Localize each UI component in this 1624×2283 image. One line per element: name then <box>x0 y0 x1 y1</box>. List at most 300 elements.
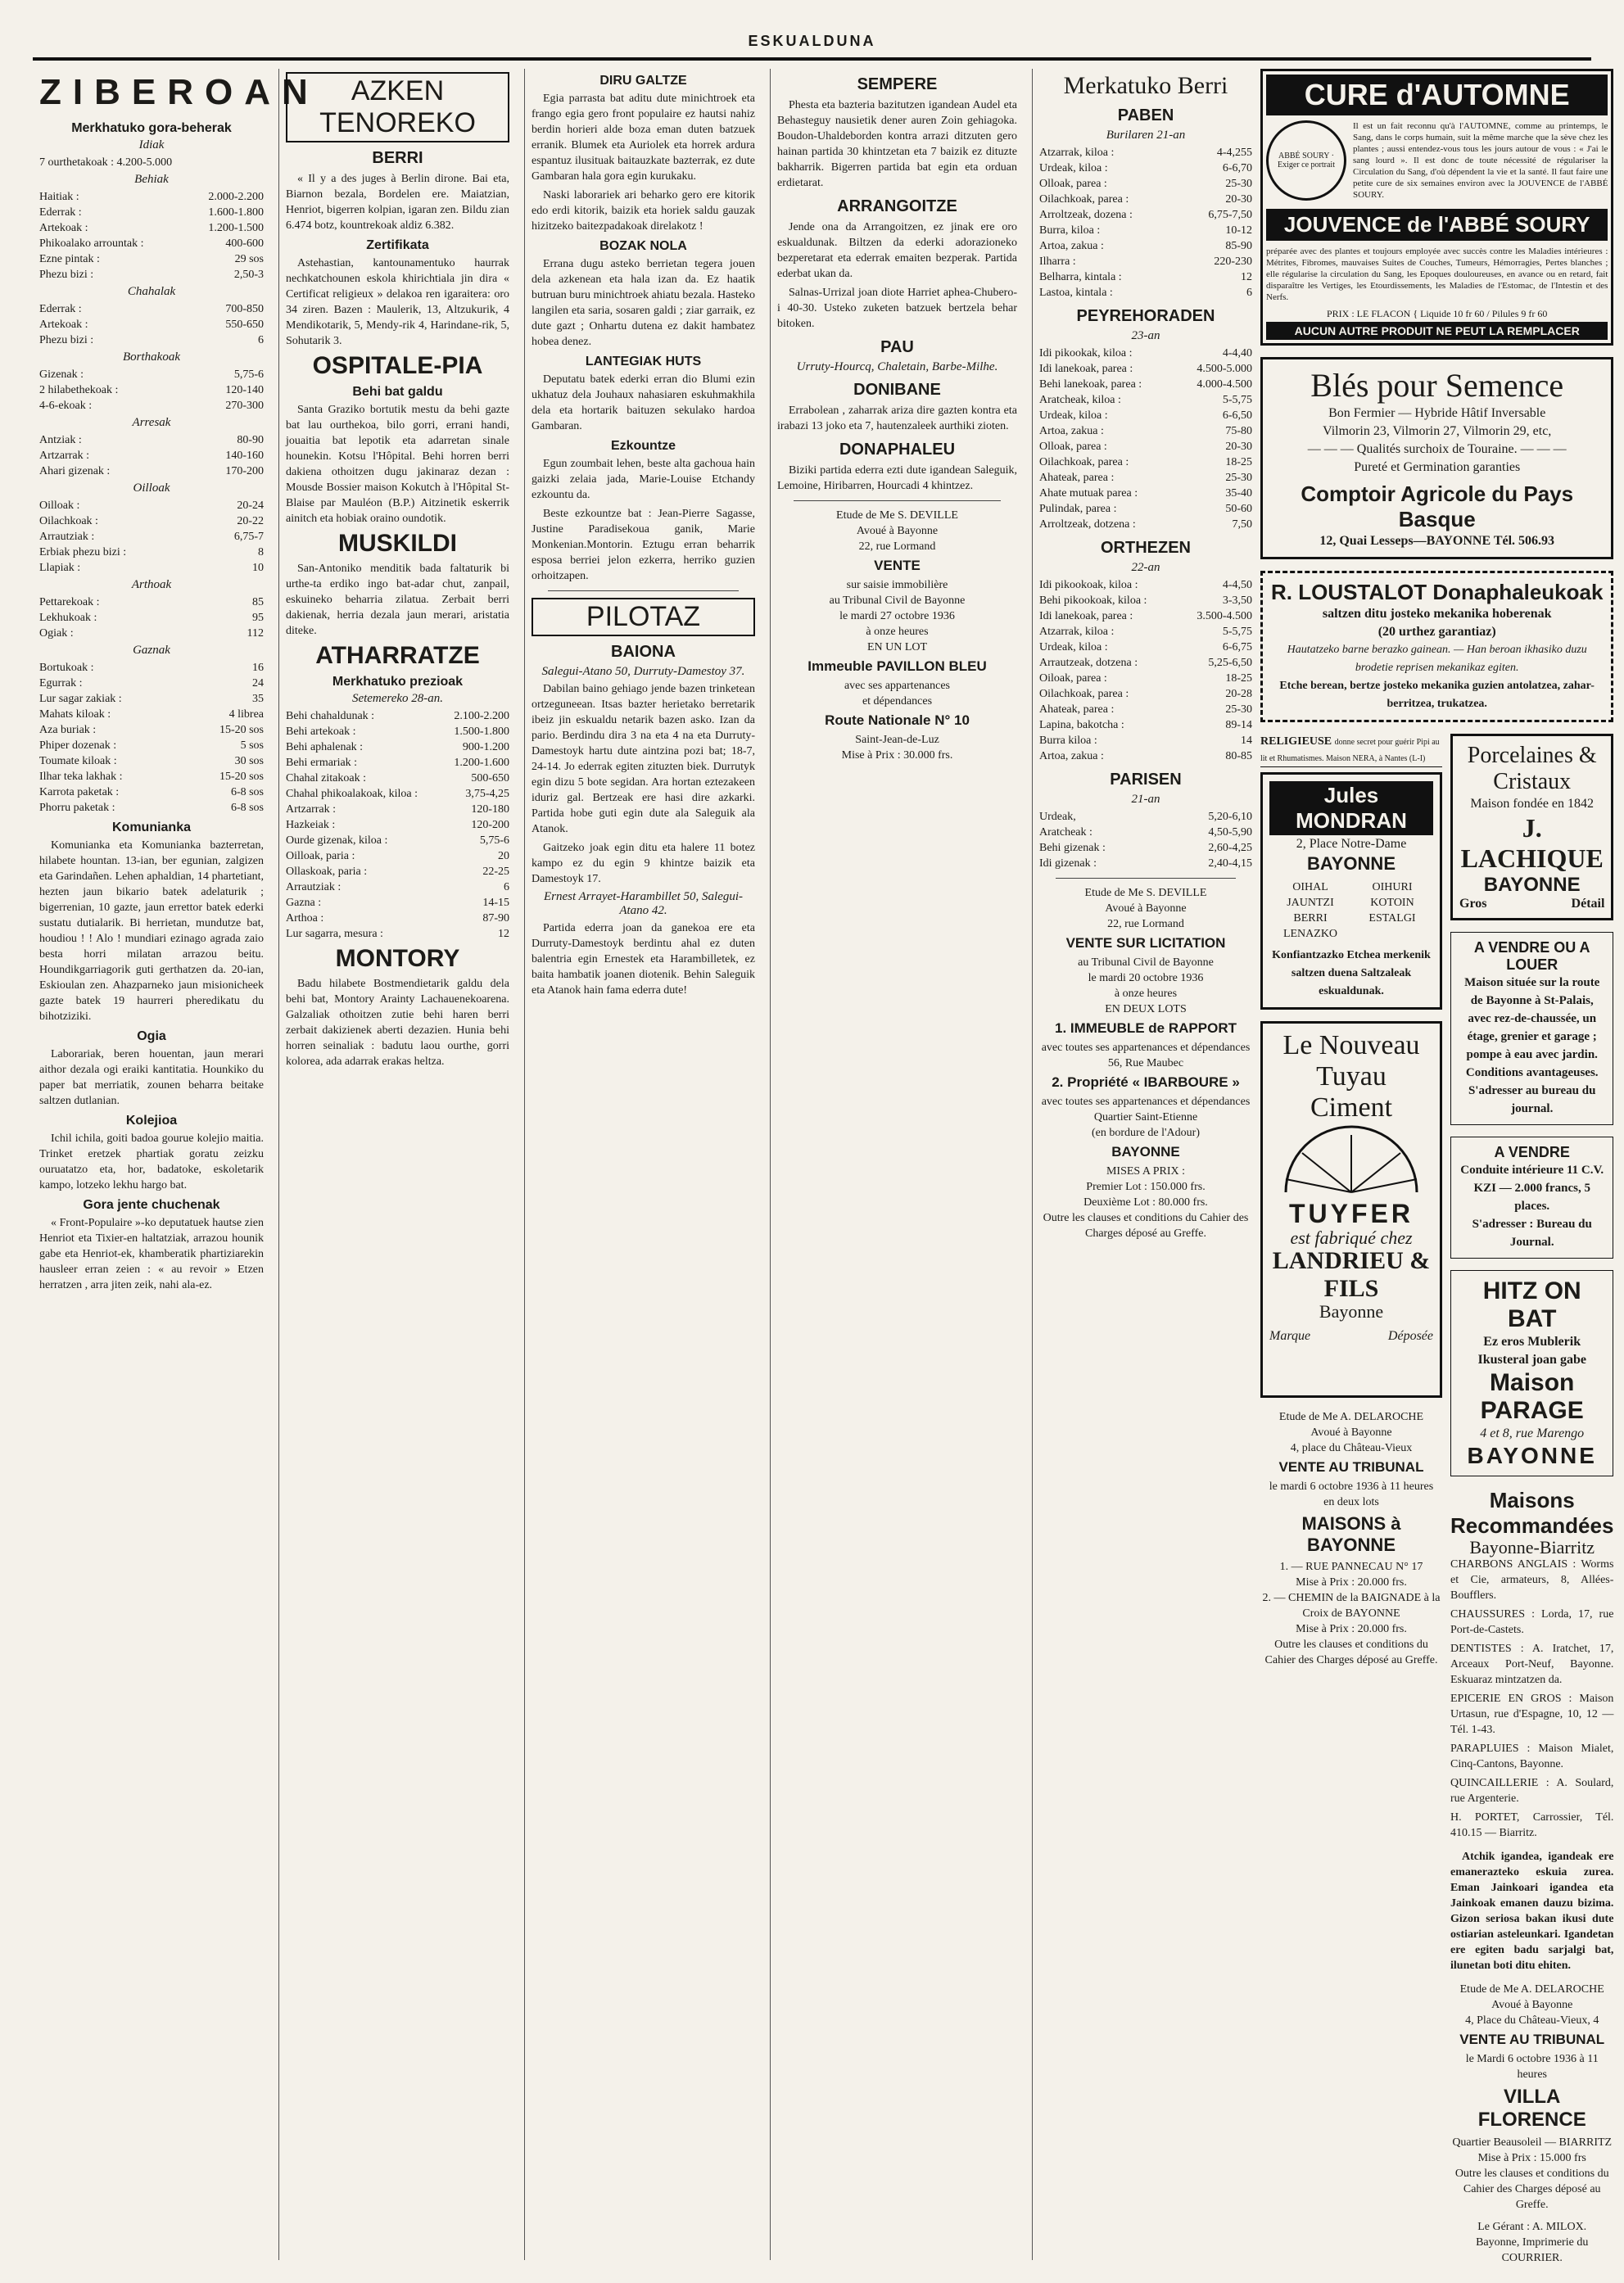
beste-text: Beste ezkountze bat : Jean-Pierre Sagasse, Justine Paradisekoua ganik, Marie Monkenian.Montorin. Eztugu erran beharrik esposa berriei jelon ezkerra, herriko guzien orhoitzapen. <box>532 508 755 582</box>
price-label: Arrautziak : <box>286 881 342 893</box>
berri-heading: BERRI <box>372 149 423 167</box>
price-value: 170-200 <box>225 465 264 477</box>
d1-r2: 2. — CHEMIN de la BAIGNADE à la Croix de BAYONNE <box>1262 1592 1441 1620</box>
ospitale-heading: OSPITALE-PIA <box>312 352 483 379</box>
price-label: Gizenak : <box>39 368 84 381</box>
ad-porcelaines <box>1450 734 1613 920</box>
borthakoak-rows <box>39 367 264 414</box>
price-row <box>1039 608 1252 624</box>
price-row <box>39 660 264 676</box>
d1-vente: VENTE AU TRIBUNAL <box>1278 1459 1424 1475</box>
price-row <box>1039 207 1252 223</box>
mondran-bayonne: BAYONNE <box>1307 853 1396 874</box>
loustalot-title: R. LOUSTALOT Donaphaleukoak <box>1270 580 1604 604</box>
paben-heading: PABEN <box>1117 106 1174 124</box>
price-value: 5,25-6,50 <box>1208 657 1252 669</box>
intro-text: « Il y a des juges à Berlin dirone. Bai eta, Biarnon bezala, Bordelen ere. Maiatzian, Henriot, bigerren kolpian, igaran zen. Bildu zian 6.474 botz, kountrekoak aldiz 6.382. <box>286 173 509 232</box>
price-label: Mahats kiloak : <box>39 708 111 721</box>
gaitzeko-text: Gaitzeko joak egin ditu eta halere 11 botez kampo ez du egin 9 khintze baizik eta Damestoyk 17. <box>532 842 755 885</box>
newspaper-page <box>33 33 1614 2264</box>
price-value: 6 <box>504 881 509 893</box>
price-value: 140-160 <box>225 450 264 462</box>
d1-outre: Outre les clauses et conditions du Cahier des Charges déposé au Greffe. <box>1264 1639 1438 1666</box>
price-value: 20-30 <box>1225 441 1252 453</box>
price-label: Ilharra : <box>1039 255 1076 268</box>
price-value: 120-200 <box>471 819 509 831</box>
price-row <box>39 267 264 283</box>
price-value: 6 <box>258 334 264 346</box>
nouveau-fab: est fabriqué chez <box>1290 1227 1413 1248</box>
hitz-maison: Maison PARAGE <box>1480 1369 1584 1424</box>
pilotaz-title: PILOTAZ <box>532 598 755 636</box>
maison-item: CHAUSSURES : Lorda, 17, rue Port-de-Castets. <box>1450 1608 1614 1636</box>
price-label: Behi pikookoak, kiloa : <box>1039 594 1147 607</box>
price-value: 14-15 <box>482 897 509 909</box>
pau-heading: PAU <box>880 338 914 356</box>
price-row <box>39 317 264 332</box>
porcelaines-title: Porcelaines & Cristaux <box>1467 743 1597 794</box>
price-label: Artekoak : <box>39 319 88 331</box>
behiak-rows <box>39 189 264 283</box>
price-row <box>1039 717 1252 733</box>
price-row <box>1039 192 1252 207</box>
mondran-right: OIHURI KOTOIN ESTALGI <box>1368 881 1416 925</box>
komunianka-text: Komunianka eta Komunianka bazterretan, hilabete hountan. 13-ian, ber egunian, zalgizen eta Garindañen. Lehen aphaldian, 14 phartetiant, hezten jaun bikario batek adelaturik ; bigerrenian, 10 gazte, jaun errettor batek ederki sustatu dutialarik. Bi herrietan, mundutze bat, houdiou ! ! Alo ! mundiari ezinago agrada zaio besta horri milatan arrazou beitu. Houndikgarriagorik guti gerthatzen da. 20-ian, Eskioulan zen. Ahazparneko jaun misionicheek gazte batek 19 haurreri pheredikatu du bihotziziki. <box>39 839 264 1023</box>
bozak-heading: BOZAK NOLA <box>599 239 687 253</box>
d2-vente: VENTE AU TRIBUNAL <box>1459 2032 1605 2047</box>
price-label: Antziak : <box>39 434 82 446</box>
price-row <box>39 545 264 560</box>
price-value: 5,75-6 <box>479 834 509 847</box>
price-label: Arrautzeak, dotzena : <box>1039 657 1138 669</box>
divider <box>1056 878 1236 879</box>
price-value: 4,50-5,90 <box>1208 826 1252 839</box>
price-value: 22-25 <box>482 866 509 878</box>
price-row <box>286 911 509 926</box>
gora-text: « Front-Populaire »-ko deputatuek hautse zien Henriot eta Tixier-en haltatziak, arrazou hounik gabe eta Henriot-ek, khamberatik phartiziarekin hausleer erran zeien : « au revoir » Etzen herratzen , arra jiten zeik, nahi ala-ez. <box>39 1217 264 1291</box>
nouveau-marque: Marque <box>1269 1329 1311 1343</box>
price-label: Idi lanekoak, parea : <box>1039 610 1133 622</box>
price-label: Ederrak : <box>39 206 82 219</box>
vendre-adresser: S'adresser au bureau du journal. <box>1468 1084 1596 1115</box>
price-value: 29 sos <box>234 253 264 265</box>
price-label: Idi pikookak, kiloa : <box>1039 347 1133 359</box>
legal1-tribunal: au Tribunal Civil de Bayonne <box>1078 956 1214 969</box>
price-value: 15-20 sos <box>219 724 264 736</box>
price-value: 2,60-4,25 <box>1208 842 1252 854</box>
azken-title: AZKEN TENOREKO <box>286 72 509 142</box>
maison-item: DENTISTES : A. Iratchet, 17, Arceaux Port-Neuf, Bayonne. Eskuaraz mintzatzen da. <box>1450 1643 1614 1686</box>
pau-text: Urruty-Hourcq, Chaletain, Barbe-Milhe. <box>796 360 998 373</box>
vendre2-text: Conduite intérieure 11 C.V. KZI — 2.000 francs, 5 places. <box>1460 1164 1604 1213</box>
d1-etude: Etude de Me A. DELAROCHE <box>1278 1411 1424 1423</box>
saint-text: Salnas-Urrizal joan diote Harriet aphea-Chubero-i 40-30. Usteko zuketen batzuek bertzela behar bitoken. <box>777 287 1017 330</box>
price-label: Gazna : <box>286 897 322 909</box>
price-value: 25-30 <box>1225 703 1252 716</box>
price-row <box>39 626 264 641</box>
bles-l2: Vilmorin 23, Vilmorin 27, Vilmorin 29, etc, <box>1323 424 1552 438</box>
bozak-text: Errana dugu asteko berrietan tegera jouen dela azkenean eta hala izan da. Ez haatik butruan buru minichtroek ahiatu bezala. Hasteko langilen eta saria, sosaren galdi ; ziar garraik, ez dute gazt ; Onhartu dutena ez dakit hambatez hobea denez. <box>532 258 755 348</box>
legal-notice-deville-saisie <box>777 508 1017 763</box>
imprimerie: Bayonne, Imprimerie du COURRIER. <box>1476 2236 1589 2264</box>
price-row <box>1039 346 1252 361</box>
orthezen-heading: ORTHEZEN <box>1101 539 1191 557</box>
price-value: 12 <box>498 928 509 940</box>
divider <box>794 500 1001 501</box>
ad-cure-automne <box>1260 69 1613 346</box>
d2-avoue: Avoué à Bayonne <box>1491 1999 1573 2011</box>
cure-body <box>1266 120 1608 204</box>
price-value: 35 <box>252 693 264 705</box>
tuyfer-brand: TUYFER <box>1289 1199 1414 1228</box>
price-row <box>1039 176 1252 192</box>
price-label: Behi artekoak : <box>286 726 356 738</box>
divider <box>548 590 739 591</box>
price-label: Idi pikookoak, kiloa : <box>1039 579 1138 591</box>
price-row <box>1039 470 1252 486</box>
porcelaines-fondee: Maison fondée en 1842 <box>1470 797 1595 811</box>
price-label: Haitiak : <box>39 191 79 203</box>
gaznak-rows <box>39 660 264 816</box>
legal1-lot1: 1. IMMEUBLE de RAPPORT <box>1055 1020 1237 1036</box>
price-value: 270-300 <box>225 400 264 412</box>
price-row <box>39 784 264 800</box>
price-value: 4 librea <box>228 708 264 721</box>
cure-text: Il est un fait reconnu qu'à l'AUTOMNE, comme au printemps, le Sang, dans le corps humain, suit la même marche que la sève chez les plantes ; aussi entendez-vous tous les jours autour de vous : « J'ai le sang lourd ». Il est donc de toute nécessité de régulariser la Circulation du Sang, d'où dépendent la vie et la santé. Il faut faire une petite cure de six semaines environ avec la JOUVENCE de l'ABBÉ SOURY. <box>1353 121 1608 200</box>
price-value: 6-6,50 <box>1222 409 1252 422</box>
price-value: 4-4,50 <box>1222 579 1252 591</box>
price-value: 14 <box>1241 735 1252 747</box>
price-row <box>39 529 264 545</box>
idiak-rows <box>39 155 264 170</box>
seal-caption: ABBÉ SOURY · Exiger ce portrait <box>1278 151 1335 170</box>
nouveau-marque-row <box>1269 1329 1433 1344</box>
legal-lot: EN UN LOT <box>866 641 928 653</box>
price-label: Urdeak, kiloa : <box>1039 641 1108 653</box>
price-label: Oilachkoak, parea : <box>1039 193 1129 206</box>
price-row <box>1039 856 1252 871</box>
loustalot-l1: saltzen ditu josteko mekanika hoberenak <box>1322 607 1552 621</box>
price-row <box>39 753 264 769</box>
price-row <box>1039 702 1252 717</box>
price-row <box>1039 160 1252 176</box>
arresak-sub: Arresak <box>132 416 171 429</box>
price-row <box>1039 577 1252 593</box>
legal1-etude: Etude de Me S. DEVILLE <box>1084 887 1207 899</box>
price-value: 30 sos <box>234 755 264 767</box>
ospitale-text: Santa Graziko bortutik mestu da behi gazte bat lau ourthekoa, bilo gorri, errani handi, jouaitia bat lepotik eta adarretan sinale hounekin. Kotsu l'Hôpital. Behi horren berri dakiena othoitzen dugu jakinaraz dezan : Mousde Bossier maison Kokutch à l'Hôpital St-Blaise par Mauléon (B.P.) Aitzinetik eskerrik ainitch eta hobiak oraino oundotik. <box>286 404 509 525</box>
legal-heure: à onze heures <box>866 626 929 638</box>
price-label: Burra kiloa : <box>1039 735 1097 747</box>
nouveau-bayonne: Bayonne <box>1319 1301 1384 1322</box>
loustalot-l4: Etche berean, bertze josteko mekanika guzien antolatzea, zahar-berritzea, trukatzea. <box>1279 680 1595 710</box>
price-value: 5-5,75 <box>1222 626 1252 638</box>
gros-detail <box>1459 897 1604 911</box>
legal-sur: sur saisie immobilière <box>846 579 948 591</box>
ads-column <box>1260 69 1613 2266</box>
price-label: Ourde gizenak, kiloa : <box>286 834 388 847</box>
price-value: 1.200-1.500 <box>208 222 264 234</box>
price-value: 20 <box>498 850 509 862</box>
price-label: Idi gizenak : <box>1039 857 1097 870</box>
legal-saint: Saint-Jean-de-Luz <box>855 734 939 746</box>
price-value: 6-6,75 <box>1222 641 1252 653</box>
atharratze-date: Setemereko 28-an. <box>351 692 444 705</box>
religieuse-line <box>1260 734 1442 767</box>
cure-prix: PRIX : LE FLACON { Liquide 10 fr 60 / Pilules 9 fr 60 <box>1327 308 1548 319</box>
legal1-mises: MISES A PRIX : <box>1106 1165 1186 1178</box>
vendre-text: Maison située sur la route de Bayonne à St-Palais, avec rez-de-chaussée, un étage, grenier et garage ; pompe à eau avec jardin. Conditions avantageuses. <box>1464 976 1600 1079</box>
d1-lots: en deux lots <box>1323 1496 1379 1508</box>
ziberoan-title: ZIBEROAN <box>39 72 319 112</box>
atharratze-heading: ATHARRATZE <box>315 642 480 669</box>
ad-loustalot <box>1260 571 1613 722</box>
price-value: 5 sos <box>240 739 264 752</box>
maisons-list <box>1450 1557 1613 1841</box>
d1-r1: 1. — RUE PANNECAU N° 17 <box>1279 1561 1423 1573</box>
price-row <box>1039 361 1252 377</box>
arrangoitze-text: Jende ona da Arrangoitzen, ez jinak ere oro eskualdunak. Biltzen da ederki adorazioneko bezperetarat eta ederrak emaiten bezperak. Partida ederbat ukan da. <box>777 221 1017 280</box>
legal1-adour: (en bordure de l'Adour) <box>1092 1127 1200 1139</box>
sempere-text: Phesta eta bazteria bazitutzen igandean Audel eta Behasteguy nausietik dener auren Zoin gehiagoka. Boudon-Uhaldeborden kontra arrazi ditzuten gero hainan partida 30 khintzetan eta 7 baizik ez dituzte bakharrik. Bigerren partida bat egin eta orduan erdietarat. <box>777 99 1017 189</box>
arresak-rows <box>39 432 264 479</box>
price-row <box>1039 671 1252 686</box>
komunianka-heading: Komunianka <box>111 821 191 834</box>
legal-tribunal: au Tribunal Civil de Bayonne <box>829 594 966 607</box>
price-row <box>1039 285 1252 301</box>
detail: Détail <box>1571 897 1605 911</box>
peyre-rows <box>1039 346 1252 532</box>
price-label: Artekoak : <box>39 222 88 234</box>
price-row <box>1039 392 1252 408</box>
nouveau-ciment: Ciment <box>1310 1092 1393 1123</box>
hitz-title: HITZ ON BAT <box>1482 1277 1581 1332</box>
price-row <box>1039 501 1252 517</box>
price-row <box>286 708 509 724</box>
price-value: 10 <box>252 562 264 574</box>
d2-date: le Mardi 6 octobre 1936 à 11 heures <box>1465 2053 1599 2081</box>
loustalot-l3: Hautatzeko barne berazko gainean. — Han beroan ikhasiko duzu brodetie reprisen mekanikaz egiten. <box>1287 644 1587 674</box>
price-label: Artoa, zakua : <box>1039 425 1104 437</box>
price-label: Behi aphalenak : <box>286 741 364 753</box>
arthoak-sub: Arthoak <box>131 578 172 591</box>
price-label: Artoa, zakua : <box>1039 750 1104 762</box>
atharratze-rows <box>286 708 509 942</box>
price-value: 7,50 <box>1232 518 1252 531</box>
masthead-title: ESKUALDUNA <box>748 33 876 49</box>
gros: Gros <box>1459 897 1487 911</box>
muskildi-heading: MUSKILDI <box>338 530 457 557</box>
bles-l1: Bon Fermier — Hybride Hâtif Inversable <box>1328 406 1546 420</box>
price-value: 87-90 <box>482 912 509 925</box>
donibane-text: Errabolean , zaharrak ariza dire gazten kontra eta irabazi 13 joko eta 7, hautenzaleek aurthiki zioten. <box>777 405 1017 432</box>
price-row <box>286 833 509 848</box>
price-row <box>286 786 509 802</box>
seal-icon <box>1266 120 1346 201</box>
mondran-small <box>1269 879 1433 942</box>
price-row <box>39 498 264 513</box>
d2-etude: Etude de Me A. DELAROCHE <box>1459 1983 1604 1996</box>
price-label: Urdeak, <box>1039 811 1076 823</box>
legal1-lot1-addr: 56, Rue Maubec <box>1107 1057 1184 1069</box>
ezkountze-heading: Ezkountze <box>610 439 676 453</box>
price-label: Arthoa : <box>286 912 324 925</box>
price-row <box>1039 423 1252 439</box>
price-value: 25-30 <box>1225 472 1252 484</box>
price-label: Arrautziak : <box>39 531 95 543</box>
religieuse-tag: RELIGIEUSE <box>1260 735 1332 748</box>
price-label: Ilhar teka lakhak : <box>39 771 123 783</box>
price-label: Aratcheak : <box>1039 826 1092 839</box>
ads-row-1 <box>1260 734 1613 2266</box>
price-row <box>39 722 264 738</box>
legal1-premier: Premier Lot : 150.000 frs. <box>1086 1181 1206 1193</box>
price-row <box>1039 408 1252 423</box>
price-row <box>286 739 509 755</box>
ospitale-sub: Behi bat galdu <box>352 385 443 399</box>
price-row <box>39 463 264 479</box>
maisons-title: Maisons Recommandées <box>1450 1488 1614 1538</box>
price-value: 120-140 <box>225 384 264 396</box>
idiak-sub: Idiak <box>138 138 165 151</box>
price-label: Hazkeiak : <box>286 819 336 831</box>
nouveau-deposee: Déposée <box>1387 1329 1433 1343</box>
price-row <box>39 610 264 626</box>
price-value: 4-4,255 <box>1216 147 1252 159</box>
price-row <box>1039 223 1252 238</box>
price-row <box>39 513 264 529</box>
price-value: 12 <box>1241 271 1252 283</box>
price-value: 6-8 sos <box>230 802 264 814</box>
maisons-recommandees <box>1450 1488 1613 1841</box>
price-value: 550-650 <box>225 319 264 331</box>
price-label: Behi ermariak : <box>286 757 358 769</box>
maison-item: EPICERIE EN GROS : Maison Urtasun, rue d'Espagne, 10, 12 — Tél. 1-43. <box>1450 1693 1614 1736</box>
ogia-heading: Ogia <box>137 1029 166 1043</box>
price-value: 6,75-7 <box>233 531 264 543</box>
zertifikata-heading: Zertifikata <box>366 238 429 252</box>
price-label: Atzarrak, kiloa : <box>1039 626 1115 638</box>
arrangoitze-heading: ARRANGOITZE <box>837 197 957 215</box>
price-label: Phorru paketak : <box>39 802 115 814</box>
lantegiak-text: Deputatu batek ederki erran dio Blumi ezin ukhatuz dela Jouhaux nahasiaren eskuhmakhila dela eta hortarik baituzen sekulako hardoa Gambaran. <box>532 373 755 432</box>
maison-item: CHARBONS ANGLAIS : Worms et Cie, armateurs, 8, Allées-Boufflers. <box>1450 1558 1614 1602</box>
price-value: 15-20 sos <box>219 771 264 783</box>
price-row <box>286 755 509 771</box>
price-value: 85-90 <box>1225 240 1252 252</box>
price-value: 112 <box>247 627 264 640</box>
price-value: 2.000-2.200 <box>208 191 264 203</box>
landrieu: LANDRIEU & FILS <box>1272 1247 1431 1302</box>
d1-r1p: Mise à Prix : 20.000 frs. <box>1296 1576 1407 1589</box>
maison-item: QUINCAILLERIE : A. Soulard, rue Argenterie. <box>1450 1777 1614 1805</box>
cure-footer: AUCUN AUTRE PRODUIT NE PEUT LA REMPLACER <box>1266 322 1608 340</box>
bles-l3: — — — Qualités surchoix de Touraine. — — — <box>1307 442 1567 456</box>
legal-etude: Etude de Me S. DEVILLE <box>836 509 958 522</box>
orthezen-date: 22-an <box>1131 561 1160 574</box>
price-row <box>39 367 264 382</box>
price-row <box>1039 624 1252 640</box>
legal-immeuble: Immeuble PAVILLON BLEU <box>807 658 987 674</box>
price-value: 18-25 <box>1225 672 1252 685</box>
price-row <box>1039 748 1252 764</box>
column-azken-tenoreko <box>278 69 516 2260</box>
lantegiak-heading: LANTEGIAK HUTS <box>585 355 702 368</box>
legal1-vente: VENTE SUR LICITATION <box>1065 935 1226 951</box>
price-label: Chahal phikoalakoak, kiloa : <box>286 788 418 800</box>
price-label: Behi chahaldunak : <box>286 710 375 722</box>
loustalot-l2: (20 urthez garantiaz) <box>1377 625 1496 639</box>
price-row <box>1039 593 1252 608</box>
price-value: 20-30 <box>1225 193 1252 206</box>
oilloak-sub: Oilloak <box>133 481 170 495</box>
price-value: 220-230 <box>1214 255 1252 268</box>
legal1-quartier: Quartier Saint-Etienne <box>1093 1111 1198 1123</box>
market-heading: Merkhatuko gora-beherak <box>71 121 232 135</box>
hitz-l1: Ez eros Mublerik Ikusteral joan gabe <box>1477 1335 1586 1367</box>
price-value: 1.500-1.800 <box>454 726 509 738</box>
montory-text: Badu hilabete Bostmendietarik galdu dela behi bat, Montory Arainty Lachauenekoarena. Galzaliak othoitzen zutie behi haren berri zerbait dakizienek aberti dezazien. Hunia behi horren seinaliak : badutu laou ourthe, gorri kolorea, ada adarrak erakas heltza. <box>286 978 509 1068</box>
legal1-lot1-sub: avec toutes ses appartenances et dépendances <box>1041 1042 1251 1054</box>
legal-mise: Mise à Prix : 30.000 frs. <box>841 749 953 762</box>
price-value: 4.500-5.000 <box>1197 363 1252 375</box>
price-value: 6-6,70 <box>1222 162 1252 174</box>
d2-quartier: Quartier Beausoleil — BIARRITZ <box>1452 2136 1613 2149</box>
ads-right <box>1450 734 1613 2266</box>
price-row <box>1039 377 1252 392</box>
legal1-rue: 22, rue Lormand <box>1107 918 1184 930</box>
price-row <box>286 817 509 833</box>
price-value: 80-90 <box>237 434 264 446</box>
price-row <box>39 189 264 205</box>
price-value: 85 <box>252 596 264 608</box>
price-label: Ahateak, parea : <box>1039 703 1115 716</box>
legal1-lots: EN DEUX LOTS <box>1105 1003 1187 1015</box>
price-label: Arroltzeak, dozena : <box>1039 209 1133 221</box>
price-label: Lastoa, kintala : <box>1039 287 1113 299</box>
ernest-body: Partida ederra joan da ganekoa ere eta Durruty-Damestoyk berdintu ahal ez duten balentria egin Ernestek eta Harambilletek, ez baita hambatik joanen diotenik. Behin Saleguik eta Atanok hain fama ederra dute! <box>532 922 755 997</box>
price-value: 5,75-6 <box>233 368 264 381</box>
price-label: Egurrak : <box>39 677 83 689</box>
ezkountze-text: Egun zoumbait lehen, beste alta gachoua hain gaizki zelaia jada, Marie-Louise Etchandy ezkountu da. <box>532 458 755 501</box>
market-column <box>1039 69 1252 2266</box>
paben-date: Burilaren 21-an <box>1106 129 1186 142</box>
price-label: Belharra, kintala : <box>1039 271 1122 283</box>
ogia-text: Laborariak, beren houentan, jaun merari aithor dezala ogi eraiki kantitatia. Hounkiko du paper bat merriatik, zounen beharra beitake saltzen dutlanian. <box>39 1048 264 1107</box>
price-label: Phiper dozenak : <box>39 739 117 752</box>
market-and-ads <box>1039 69 1614 2266</box>
price-row <box>1039 517 1252 532</box>
lachique: J. LACHIQUE <box>1460 813 1604 873</box>
price-label: Oiloak, parea : <box>1039 672 1107 685</box>
chahalak-rows <box>39 301 264 348</box>
price-row <box>39 332 264 348</box>
legal1-avoue: Avoué à Bayonne <box>1105 902 1187 915</box>
atharratze-sub: Merkhatuko prezioak <box>332 675 464 689</box>
price-row <box>1039 733 1252 748</box>
price-row <box>39 301 264 317</box>
maisons-sub: Bayonne-Biarritz <box>1469 1537 1595 1557</box>
price-value: 20-24 <box>237 500 264 512</box>
cure-body-text: préparée avec des plantes et toujours employée avec succès contre les Maladies intérieures : Métrites, Fibromes, mauvaises Suites de Couches, Tumeurs, Hémorragies, Pertes blanches ; elle régularise la circulation du Sang, les Epoques douloureuses, en avance ou en retard, fait disparaître les Vertiges, les Etourdissements, les Maladies de l'Estomac, de l'Intestin et des Nerfs. <box>1266 246 1608 302</box>
vendre2-title: A VENDRE <box>1494 1144 1570 1160</box>
ad-vendre-auto <box>1450 1137 1613 1259</box>
behiak-sub: Behiak <box>134 173 169 186</box>
kolejioa-text: Ichil ichila, goiti badoa gourue kolejio maitia. Trinket eretzek phartiak goratu zeizku ouruatatzo eta, hor, badatoke, eskoletarik kampo, lotzeko lekhu hargo bat. <box>39 1132 264 1191</box>
price-value: 35-40 <box>1225 487 1252 500</box>
mondran-addr: 2, Place Notre-Dame <box>1296 837 1407 851</box>
borthakoak-sub: Borthakoak <box>123 350 180 364</box>
